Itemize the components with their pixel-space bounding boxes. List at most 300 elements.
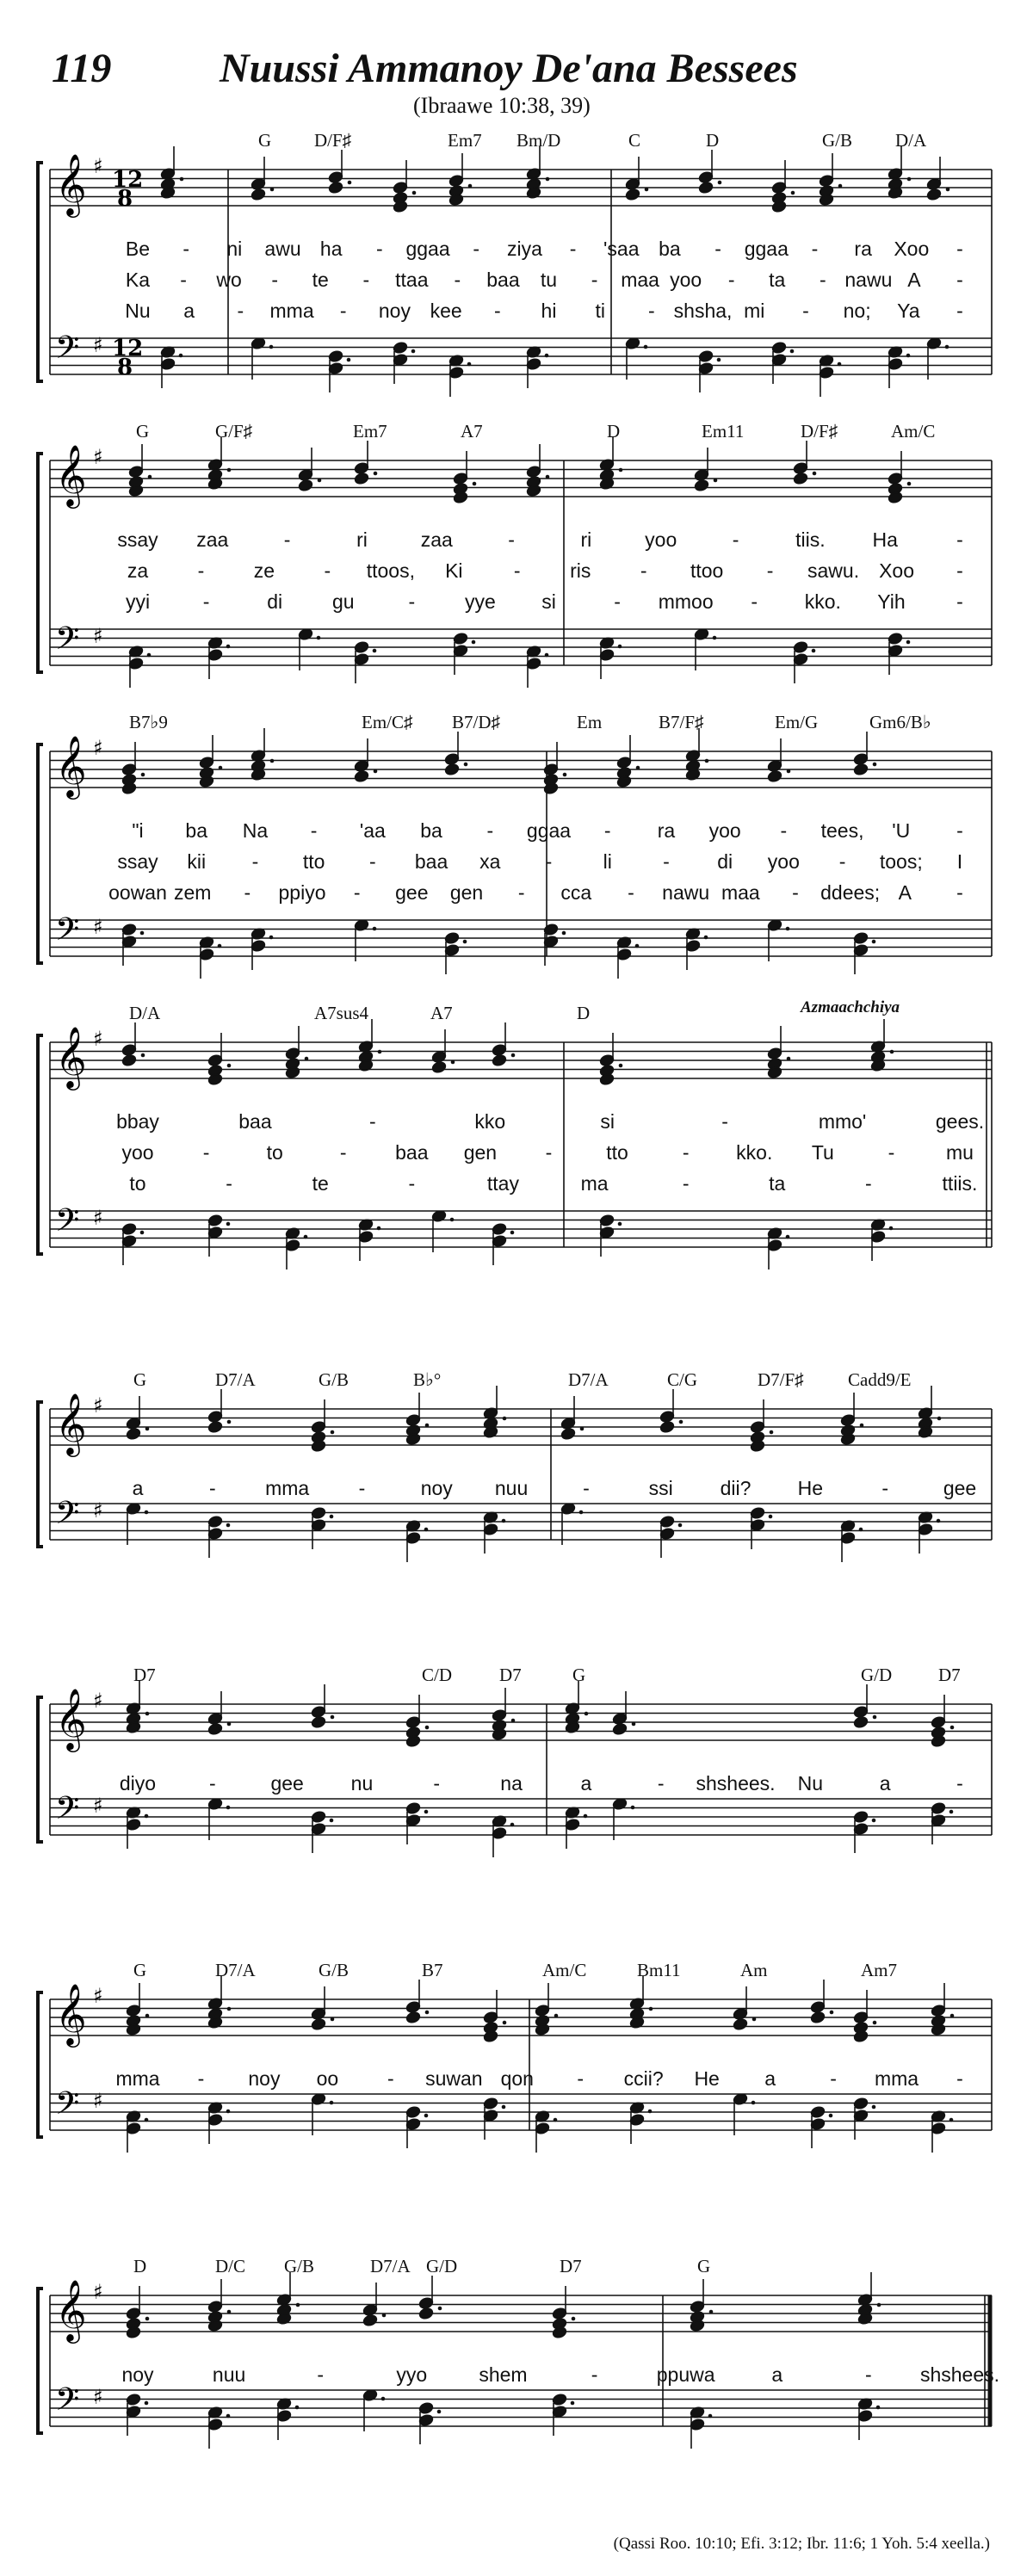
- dot: [377, 1226, 381, 1231]
- lyric-syllable: baa: [395, 1141, 429, 1164]
- dot: [510, 1823, 515, 1827]
- treble-notehead: [121, 1053, 137, 1066]
- chord-symbol: D/F♯: [314, 130, 352, 151]
- lyric-syllable: yoo: [767, 850, 800, 873]
- lyric-hyphen: -: [956, 881, 963, 904]
- lyric-syllable: yye: [465, 590, 496, 613]
- dot: [145, 2401, 149, 2406]
- lyric-syllable: He: [694, 2067, 720, 2090]
- lyric-syllable: ze: [253, 559, 275, 582]
- dot: [872, 2105, 876, 2110]
- lyric-hyphen: -: [682, 1141, 690, 1164]
- chord-symbol: A7: [430, 1003, 453, 1023]
- lyric-hyphen: -: [182, 238, 190, 260]
- dot: [425, 2011, 430, 2015]
- system-bracket: [38, 1697, 43, 1842]
- tempo-marking: Azmaachchiya: [801, 998, 900, 1016]
- lyric-syllable: ra: [657, 819, 676, 842]
- lyric-syllable: gee: [270, 1772, 304, 1795]
- lyric-hyphen: -: [956, 819, 963, 842]
- dot: [374, 472, 378, 476]
- dot: [227, 1722, 232, 1727]
- dot: [218, 944, 222, 948]
- lyric-hyphen: -: [811, 238, 819, 260]
- lyric-syllable: si: [600, 1110, 615, 1133]
- lyric-syllable: Yih: [877, 590, 906, 613]
- lyric-syllable: 'aa: [359, 819, 386, 842]
- dot: [619, 1064, 623, 1068]
- chord-symbol: Am/C: [891, 421, 936, 442]
- chord-symbol: Em/G: [775, 712, 819, 732]
- treble-notehead: [733, 2017, 748, 2030]
- dot: [424, 1528, 429, 1532]
- lyric-syllable: ri: [580, 528, 592, 551]
- bass-clef-icon: 𝄢: [55, 2085, 80, 2129]
- dot: [330, 1819, 334, 1823]
- lyric-syllable: oowan: [108, 881, 167, 904]
- lyric-hyphen: -: [358, 1477, 366, 1499]
- treble-notehead: [625, 188, 640, 201]
- lyric-hyphen: -: [956, 300, 963, 322]
- dot: [381, 2397, 386, 2401]
- lyric-hyphen: -: [881, 1477, 889, 1499]
- lyric-hyphen: -: [727, 269, 735, 291]
- treble-notehead: [362, 2313, 378, 2326]
- dot: [791, 191, 795, 195]
- dot: [618, 1222, 622, 1226]
- lyric-syllable: Nu: [797, 1772, 824, 1795]
- lyric-hyphen: -: [956, 269, 963, 291]
- lyric-hyphen: -: [362, 269, 370, 291]
- lyric-hyphen: -: [408, 590, 416, 613]
- dot: [769, 1515, 773, 1519]
- lyric-syllable: Nu: [125, 300, 151, 322]
- chord-symbol: G: [258, 130, 272, 151]
- treble-notehead: [354, 472, 369, 485]
- lyric-syllable: tu: [540, 269, 558, 291]
- dot: [180, 177, 184, 182]
- dot: [946, 188, 950, 192]
- lyric-syllable: gen: [463, 1141, 498, 1164]
- dot: [269, 936, 274, 940]
- lyric-hyphen: -: [732, 528, 739, 551]
- treble-notehead: [853, 763, 869, 775]
- dot: [227, 1420, 232, 1424]
- key-signature-sharp-icon: ♯: [93, 2089, 103, 2113]
- lyric-hyphen: -: [865, 2363, 872, 2386]
- lyric-syllable: ma: [580, 1172, 609, 1195]
- treble-notehead: [298, 479, 313, 491]
- dot: [644, 345, 648, 349]
- chord-symbol: G/B: [822, 130, 853, 151]
- chord-symbol: C/G: [667, 1369, 698, 1390]
- chord-symbol: Bm/D: [516, 130, 561, 151]
- lyric-syllable: gen: [449, 881, 484, 904]
- dot: [907, 482, 912, 486]
- lyric-syllable: a: [132, 1477, 144, 1499]
- lyric-hyphen: -: [513, 559, 521, 582]
- dot: [545, 653, 549, 658]
- dot: [877, 2303, 881, 2307]
- treble-notehead: [126, 1427, 141, 1440]
- treble-notehead: [328, 181, 343, 194]
- lyric-syllable: zaa: [420, 528, 453, 551]
- lyric-hyphen: -: [888, 1141, 895, 1164]
- dot: [632, 1722, 636, 1727]
- chord-symbol: A7sus4: [314, 1003, 369, 1023]
- treble-notehead: [431, 1060, 447, 1073]
- lyric-syllable: ziya: [506, 238, 542, 260]
- dot: [545, 354, 549, 358]
- dot: [227, 468, 232, 473]
- dot: [450, 1218, 455, 1222]
- dot: [950, 2014, 955, 2018]
- dot: [438, 2307, 442, 2311]
- lyric-syllable: ra: [854, 238, 872, 260]
- dot: [950, 1726, 955, 1730]
- dot: [790, 349, 795, 354]
- dot: [562, 931, 566, 936]
- chord-symbol: Em7: [353, 421, 387, 442]
- lyric-syllable: gee: [395, 881, 429, 904]
- chord-symbol: D/F♯: [801, 421, 838, 442]
- lyric-syllable: no;: [843, 300, 871, 322]
- chord-symbol: A7: [461, 421, 483, 442]
- treble-notehead: [810, 2011, 826, 2023]
- chord-symbol: C: [628, 130, 641, 151]
- dot: [502, 1519, 506, 1523]
- lyric-syllable: ssi: [648, 1477, 673, 1499]
- treble-notehead: [405, 2011, 421, 2023]
- lyric-syllable: awu: [264, 238, 301, 260]
- chord-symbol: D/C: [215, 2256, 246, 2276]
- dot: [949, 1810, 954, 1814]
- dot: [296, 2303, 300, 2307]
- lyric-hyphen: -: [454, 269, 461, 291]
- dot: [464, 763, 468, 767]
- chord-symbol: D7/F♯: [758, 1369, 804, 1390]
- bass-clef-icon: 𝄢: [55, 330, 80, 374]
- lyric-syllable: a: [580, 1772, 592, 1795]
- chord-symbol: G: [133, 1369, 147, 1390]
- dot: [872, 940, 876, 944]
- lyric-hyphen: -: [180, 269, 187, 291]
- lyric-syllable: mi: [744, 300, 765, 322]
- dot: [226, 2110, 231, 2114]
- dot: [889, 1226, 894, 1231]
- lyric-hyphen: -: [324, 559, 331, 582]
- chord-symbol: Gm6/B♭: [869, 712, 931, 732]
- chord-symbol: D/A: [129, 1003, 161, 1023]
- dot: [907, 177, 912, 182]
- lyric-syllable: cca: [560, 881, 592, 904]
- lyric-syllable: 'U: [892, 819, 911, 842]
- key-signature-sharp-icon: ♯: [93, 154, 103, 178]
- lyric-syllable: a: [771, 2363, 783, 2386]
- lyric-syllable: mma: [269, 300, 314, 322]
- dot: [906, 640, 911, 645]
- treble-notehead: [444, 763, 460, 775]
- lyric-hyphen: -: [956, 1772, 963, 1795]
- key-signature-sharp-icon: ♯: [93, 624, 103, 648]
- treble-notehead: [418, 2307, 434, 2320]
- dot: [227, 2310, 232, 2314]
- chord-symbol: B7: [422, 1960, 443, 1980]
- chord-symbol: B7/F♯: [659, 712, 704, 732]
- lyric-syllable: mu: [946, 1141, 974, 1164]
- dot: [563, 773, 567, 777]
- lyric-syllable: He: [797, 1477, 824, 1499]
- lyric-syllable: a: [183, 300, 195, 322]
- lyric-hyphen: -: [721, 1110, 728, 1133]
- lyric-hyphen: -: [408, 1172, 416, 1195]
- chord-symbol: G/B: [319, 1369, 349, 1390]
- chord-symbol: Am/C: [542, 1960, 587, 1980]
- dot: [554, 2014, 559, 2018]
- dot: [227, 1064, 232, 1068]
- key-signature-sharp-icon: ♯: [93, 333, 103, 357]
- dot: [511, 1719, 516, 1723]
- dot: [330, 1515, 334, 1519]
- dot: [708, 2414, 713, 2418]
- dot: [347, 358, 351, 362]
- dot: [618, 645, 622, 649]
- lyric-syllable: sawu.: [807, 559, 860, 582]
- lyric-syllable: noy: [378, 300, 411, 322]
- key-signature-sharp-icon: ♯: [93, 1027, 103, 1051]
- lyric-syllable: hi: [541, 300, 557, 322]
- dot: [679, 1420, 684, 1424]
- lyric-syllable: ttoo: [690, 559, 724, 582]
- lyric-syllable: tto: [302, 850, 325, 873]
- system-bracket: [38, 2289, 43, 2433]
- treble-notehead: [560, 1427, 576, 1440]
- dot: [425, 1726, 430, 1730]
- chord-symbol: G/D: [426, 2256, 458, 2276]
- lyric-hyphen: -: [353, 881, 361, 904]
- chord-symbol: Em: [577, 712, 603, 732]
- lyric-hyphen: -: [433, 1772, 441, 1795]
- dot: [141, 773, 145, 777]
- dot: [451, 1060, 455, 1065]
- lyric-syllable: Ka: [125, 269, 151, 291]
- dot: [468, 184, 473, 188]
- lyric-syllable: gees.: [935, 1110, 985, 1133]
- dot: [374, 769, 378, 774]
- lyric-hyphen: -: [956, 559, 963, 582]
- lyric-syllable: ddees;: [820, 881, 881, 904]
- time-signature-top: 12: [112, 167, 144, 193]
- lyric-hyphen: -: [197, 2067, 205, 2090]
- lyric-syllable: ppuwa: [656, 2363, 715, 2386]
- treble-notehead: [767, 769, 782, 782]
- dot: [373, 649, 377, 653]
- system-bracket: [38, 1402, 43, 1547]
- lyric-syllable: kko.: [804, 590, 841, 613]
- lyric-syllable: 'saa: [603, 238, 640, 260]
- dot: [873, 2021, 877, 2025]
- lyric-hyphen: -: [640, 559, 647, 582]
- dot: [226, 1222, 231, 1226]
- dot: [331, 2017, 335, 2022]
- dot: [140, 1231, 145, 1235]
- dot: [472, 640, 476, 645]
- dot: [348, 181, 352, 185]
- dot: [786, 927, 790, 931]
- chord-symbol: D7/A: [568, 1369, 609, 1390]
- scripture-reference: (Ibraawe 10:38, 39): [413, 93, 591, 118]
- dot: [145, 2317, 150, 2321]
- lyric-syllable: oo: [316, 2067, 339, 2090]
- lyric-syllable: ba: [659, 238, 681, 260]
- system-bracket: [38, 163, 43, 381]
- lyric-hyphen: -: [663, 850, 670, 873]
- lyric-hyphen: -: [577, 2067, 585, 2090]
- lyric-syllable: tees,: [820, 819, 864, 842]
- lyric-syllable: dii?: [720, 1477, 752, 1499]
- lyric-hyphen: -: [838, 850, 846, 873]
- key-signature-sharp-icon: ♯: [93, 1794, 103, 1818]
- lyric-hyphen: -: [369, 1110, 376, 1133]
- lyric-syllable: shsha,: [673, 300, 733, 322]
- lyric-syllable: ta: [769, 1172, 786, 1195]
- chord-symbol: G/D: [861, 1665, 893, 1685]
- lyric-hyphen: -: [802, 300, 809, 322]
- dot: [424, 1810, 429, 1814]
- lyric-syllable: ttaa: [395, 269, 429, 291]
- dot: [752, 2017, 757, 2022]
- dot: [718, 181, 722, 185]
- dot: [145, 2014, 150, 2018]
- lyric-syllable: mma: [265, 1477, 310, 1499]
- lyric-syllable: yoo: [708, 819, 741, 842]
- lyric-hyphen: -: [202, 1141, 210, 1164]
- treble-notehead: [793, 472, 808, 485]
- bass-clef-icon: 𝄢: [55, 1790, 80, 1834]
- dot: [318, 479, 322, 483]
- lyric-syllable: ti: [595, 300, 605, 322]
- lyric-hyphen: -: [591, 269, 598, 291]
- lyric-syllable: ni: [226, 238, 243, 260]
- chord-symbol: D/A: [895, 130, 927, 151]
- dot: [648, 2110, 653, 2114]
- lyric-syllable: baa: [486, 269, 520, 291]
- dot: [584, 1814, 588, 1819]
- dot: [546, 177, 550, 182]
- lyric-syllable: suwan: [425, 2067, 483, 2090]
- dot: [503, 1417, 507, 1421]
- chord-symbol: D: [577, 1003, 591, 1023]
- chord-symbol: G: [572, 1665, 586, 1685]
- dot: [269, 345, 274, 349]
- lyric-hyphen: -: [819, 269, 826, 291]
- treble-clef-icon: 𝄞: [55, 1687, 87, 1750]
- dot: [636, 766, 640, 770]
- dot: [226, 1523, 231, 1528]
- lyric-hyphen: -: [208, 1772, 216, 1795]
- system-bracket: [38, 454, 43, 672]
- bass-clef-icon: 𝄢: [55, 911, 80, 955]
- lyric-syllable: ta: [769, 269, 786, 291]
- lyric-syllable: ggaa: [744, 238, 789, 260]
- lyric-syllable: gu: [331, 590, 355, 613]
- lyric-syllable: nu: [350, 1772, 374, 1795]
- dot: [463, 940, 467, 944]
- lyric-syllable: Na: [242, 819, 269, 842]
- lyric-syllable: ggaa: [405, 238, 450, 260]
- dot: [304, 1235, 308, 1239]
- chord-symbol: G/B: [319, 1960, 349, 1980]
- lyric-syllable: di: [717, 850, 733, 873]
- lyric-syllable: kko: [474, 1110, 506, 1133]
- dot: [226, 1806, 231, 1810]
- dot: [585, 1712, 589, 1716]
- chord-symbol: G/F♯: [215, 421, 253, 442]
- bass-clef-icon: 𝄢: [55, 621, 80, 664]
- lyric-syllable: noy: [248, 2067, 281, 2090]
- lyric-syllable: ttiis.: [942, 1172, 978, 1195]
- dot: [714, 479, 718, 483]
- dot: [752, 2101, 756, 2105]
- lyric-syllable: Xoo: [879, 559, 915, 582]
- lyric-syllable: mmo': [818, 1110, 867, 1133]
- lyric-syllable: I: [956, 850, 963, 873]
- dot: [812, 649, 816, 653]
- lyric-hyphen: -: [792, 881, 799, 904]
- lyric-syllable: tto: [606, 1141, 628, 1164]
- dot: [786, 1235, 790, 1239]
- lyric-syllable: baa: [238, 1110, 272, 1133]
- dot: [554, 2118, 558, 2122]
- lyric-syllable: diyo: [119, 1772, 157, 1795]
- hymn-number: 119: [52, 46, 112, 91]
- dot: [937, 1417, 942, 1421]
- lyric-syllable: Ki: [445, 559, 463, 582]
- dot: [890, 1050, 894, 1054]
- lyric-syllable: si: [541, 590, 556, 613]
- dot: [270, 188, 275, 192]
- chord-symbol: B7♭9: [129, 712, 168, 732]
- lyric-syllable: wo: [216, 269, 242, 291]
- chord-symbol: D7: [560, 2256, 582, 2276]
- dot: [295, 2406, 300, 2410]
- dot: [830, 2011, 834, 2015]
- dot: [373, 927, 377, 931]
- lyric-syllable: za: [127, 559, 149, 582]
- lyric-syllable: qon: [500, 2067, 534, 2090]
- dot: [227, 2007, 232, 2011]
- lyric-syllable: zem: [173, 881, 212, 904]
- dot: [649, 2007, 653, 2011]
- lyric-hyphen: -: [208, 1477, 216, 1499]
- chord-symbol: C/D: [422, 1665, 453, 1685]
- lyric-hyphen: -: [648, 300, 655, 322]
- lyric-syllable: shem: [479, 2363, 528, 2386]
- treble-notehead: [853, 1715, 869, 1728]
- lyric-hyphen: -: [751, 590, 758, 613]
- lyric-syllable: ssay: [117, 528, 158, 551]
- key-signature-sharp-icon: ♯: [93, 1984, 103, 2008]
- dot: [645, 188, 649, 192]
- dot: [580, 1427, 585, 1431]
- dot: [704, 936, 708, 940]
- lyric-syllable: Ha: [872, 528, 898, 551]
- lyric-syllable: shshees.: [696, 1772, 776, 1795]
- treble-notehead: [251, 188, 266, 201]
- dot: [813, 472, 817, 476]
- lyric-syllable: "i: [132, 819, 144, 842]
- lyric-hyphen: -: [865, 1172, 872, 1195]
